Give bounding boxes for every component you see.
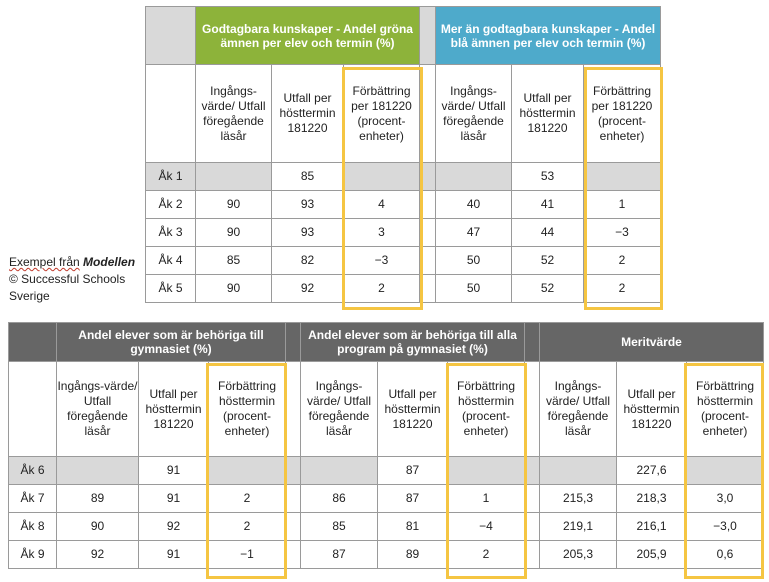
note-country: Sverige: [9, 289, 50, 303]
table-row: Åk 5 90 92 2 50 52 2: [146, 275, 661, 303]
col-initial: Ingångs-värde/ Utfall föregående läsår: [196, 65, 272, 163]
table-row: Åk 6 91 87 227,6: [9, 457, 764, 485]
col-improvement: Förbättring per 181220 (procent-enheter): [344, 65, 420, 163]
row-label: Åk 6: [9, 457, 57, 485]
table-row: Åk 3 90 93 3 47 44 −3: [146, 219, 661, 247]
col-initial: Ingångs-värde/ Utfall föregående läsår: [57, 362, 139, 457]
col-result: Utfall per hösttermin 181220: [378, 362, 448, 457]
note-copyright: © Successful Schools: [9, 272, 126, 286]
green-subjects-header: Godtagbara kunskaper - Andel gröna ämnen per elev och termin (%): [196, 7, 420, 65]
col-initial: Ingångs-värde/ Utfall föregående läsår: [540, 362, 617, 457]
row-label: Åk 1: [146, 163, 196, 191]
col-result: Utfall per hösttermin 181220: [139, 362, 209, 457]
row-label: Åk 4: [146, 247, 196, 275]
table-row: Åk 1 85 53: [146, 163, 661, 191]
row-label: Åk 9: [9, 541, 57, 569]
row-label: Åk 7: [9, 485, 57, 513]
col-improvement: Förbättring hösttermin (procent-enheter): [209, 362, 286, 457]
row-label: Åk 8: [9, 513, 57, 541]
col-result: Utfall per hösttermin 181220: [272, 65, 344, 163]
spacer-cell: [420, 7, 436, 65]
corner-cell: [146, 7, 196, 65]
col-result: Utfall per hösttermin 181220: [512, 65, 584, 163]
row-label: Åk 2: [146, 191, 196, 219]
table-row: Åk 8 90 92 2 85 81 −4 219,1 216,1 −3,0: [9, 513, 764, 541]
upper-secondary-eligibility-header: Andel elever som är behöriga till gymnasiet (%): [57, 323, 286, 362]
eligibility-table: [8, 322, 764, 569]
col-initial: Ingångs-värde/ Utfall föregående läsår: [301, 362, 378, 457]
col-improvement: Förbättring hösttermin (procent-enheter): [448, 362, 525, 457]
merit-value-header: Meritvärde: [540, 323, 764, 362]
table-row: Åk 9 92 91 −1 87 89 2 205,3 205,9 0,6: [9, 541, 764, 569]
grade-share-table: [145, 6, 661, 303]
note-prefix: Exempel från: [9, 255, 80, 269]
col-initial: Ingångs-värde/ Utfall föregående läsår: [436, 65, 512, 163]
note-brand: Modellen: [83, 255, 136, 269]
row-label: Åk 3: [146, 219, 196, 247]
blue-subjects-header: Mer än godtagbara kunskaper - Andel blå ämnen per elev och termin (%): [436, 7, 661, 65]
corner-cell: [9, 323, 57, 362]
table-row: Åk 2 90 93 4 40 41 1: [146, 191, 661, 219]
table-row: Åk 7 89 91 2 86 87 1 215,3 218,3 3,0: [9, 485, 764, 513]
col-result: Utfall per hösttermin 181220: [617, 362, 687, 457]
all-programs-eligibility-header: Andel elever som är behöriga till alla program på gymnasiet (%): [301, 323, 525, 362]
col-improvement: Förbättring hösttermin (procent-enheter): [687, 362, 764, 457]
row-label: Åk 5: [146, 275, 196, 303]
col-improvement: Förbättring per 181220 (procent-enheter): [584, 65, 661, 163]
table-row: Åk 4 85 82 −3 50 52 2: [146, 247, 661, 275]
source-note: [9, 254, 135, 305]
